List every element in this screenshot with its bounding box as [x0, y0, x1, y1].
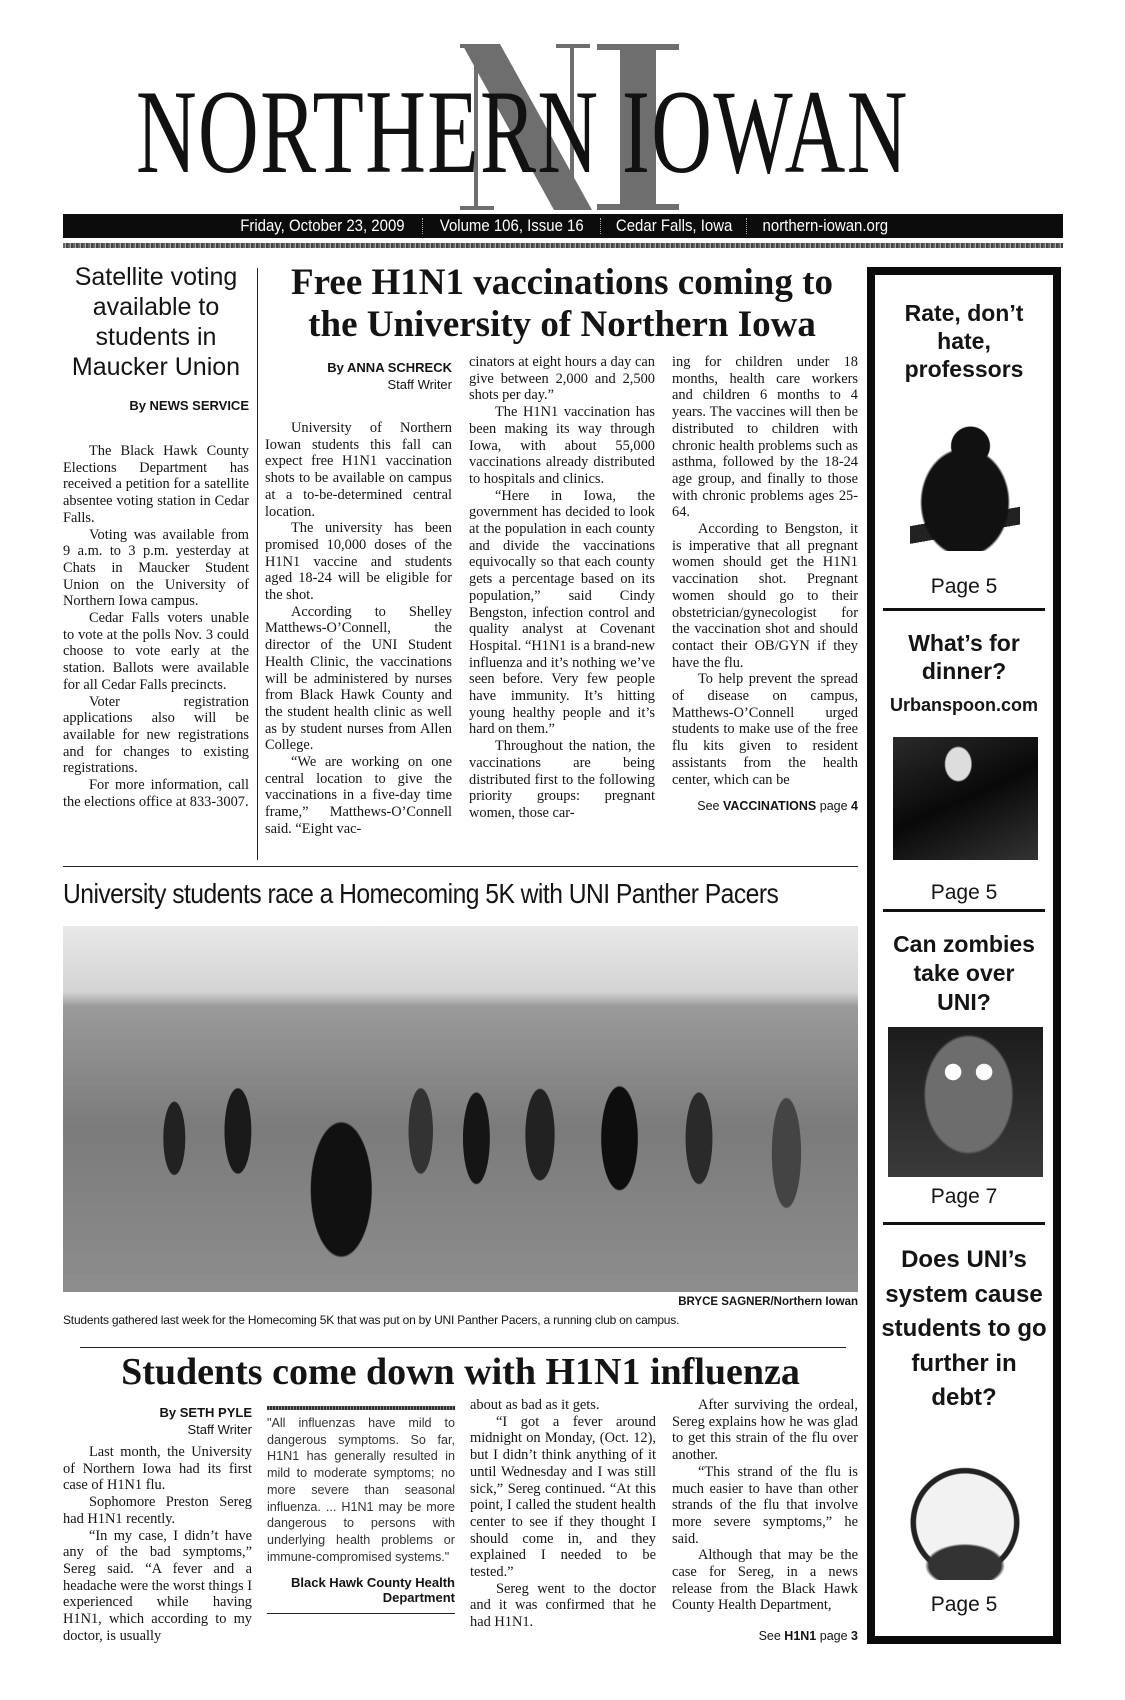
- separator: [422, 218, 424, 234]
- website-link[interactable]: northern-iowan.org: [762, 216, 889, 235]
- paragraph: Voter registration applications also will be available for new registrations and for changes to existing registrations.: [63, 693, 249, 777]
- teaser-headline-debt[interactable]: Does UNI’s system cause students to go further in debt?: [881, 1246, 1047, 1411]
- paragraph: Throughout the nation, the vaccinations are being distributed first to the following priority groups: pregnant women, those car-: [469, 738, 655, 821]
- teaser-page-debt[interactable]: Page 5: [930, 1593, 998, 1616]
- paragraph: Although that may be the case for Sereg, in a news release from the Black Hawk County Health Department,: [672, 1547, 858, 1614]
- teaser-headline-dinner[interactable]: What’s for dinner?: [908, 630, 1020, 684]
- teaser-page-zombies[interactable]: Page 7: [930, 1185, 998, 1208]
- vaccine-headline[interactable]: Free H1N1 vaccinations coming to the University of Northern Iowa: [291, 262, 833, 345]
- paragraph: “We are working on one central location to give the vaccinations in a five-day time frame,” Matthews-O’Connell said. “Eight vac-: [265, 754, 452, 837]
- flu-column-3: [470, 1397, 656, 1631]
- teaser-subhead-urbanspoon[interactable]: Urbanspoon.com: [889, 695, 1038, 715]
- quote-top-bar: [267, 1406, 455, 1410]
- paragraph: Voting was available from 9 a.m. to 3 p.m. yesterday at Chats in Maucker Student Union on the University of Northern Iowa campus.: [63, 526, 249, 610]
- flu-column-1: [63, 1444, 252, 1644]
- flu-headline[interactable]: Students come down with H1N1 influenza: [121, 1351, 800, 1393]
- jump-page: 4: [851, 799, 858, 814]
- photo-caption: Students gathered last week for the Homecoming 5K that was put on by UNI Panther Pacers, a running club on campus.: [63, 1313, 680, 1327]
- section-divider: [80, 1347, 846, 1348]
- column-divider: [257, 268, 258, 860]
- race-photo: [63, 926, 858, 1292]
- vaccine-column-3: [672, 354, 858, 815]
- pull-quote: "All influenzas have mild to dangerous symptoms. So far, H1N1 has generally resulted in mild to moderate symptoms; no more severe than seasonal influenza. ... H1N1 may be more dangerous to persons with underlying health problems or immune-compromised systems.": [267, 1416, 455, 1564]
- satellite-body: [63, 443, 249, 810]
- satellite-block: [63, 262, 249, 810]
- pull-quote-box: [267, 1406, 455, 1614]
- flu-byline: By SETH PYLE: [159, 1405, 252, 1420]
- paragraph: For more information, call the elections office at 833-3007.: [63, 777, 249, 810]
- vaccine-role: Staff Writer: [387, 377, 452, 392]
- teaser-divider: [883, 1222, 1045, 1225]
- photo-headline[interactable]: University students race a Homecoming 5K with UNI Panther Pacers: [63, 878, 779, 909]
- paragraph: about as bad as it gets.: [470, 1397, 600, 1413]
- paragraph: The university has been promised 10,000 doses of the H1N1 vaccine and students aged 18-24 will be eligible for the shot.: [265, 520, 452, 604]
- jump-see: See: [758, 1629, 781, 1644]
- satellite-headline[interactable]: Satellite voting available to students in Maucker Union: [71, 263, 241, 381]
- professor-illustration: [910, 423, 1020, 551]
- paragraph: cinators at eight hours a day can give between 2,000 and 2,500 shots per day.”: [469, 354, 655, 404]
- quote-bottom-rule: [267, 1613, 455, 1614]
- issue-location: Cedar Falls, Iowa: [615, 216, 733, 235]
- teaser-sidebar: [867, 267, 1061, 1644]
- paragraph: Cedar Falls voters unable to vote at the polls Nov. 3 could choose to vote early at the station. Ballots were available for all Cedar Falls precincts.: [63, 610, 249, 693]
- paragraph: After surviving the ordeal, Sereg explains how he was glad to get this strain of the flu over another.: [672, 1397, 858, 1464]
- flu-role: Staff Writer: [187, 1422, 252, 1437]
- photo-headline-box: [63, 876, 858, 914]
- paragraph: “I got a fever around midnight on Monday, (Oct. 12), but I didn’t think anything of it until Wednesday and I was still sick,” Sereg continued. “At this point, I called the student health center to see if they thought I should come in, and they explained I needed to be tested.”: [470, 1413, 656, 1581]
- separator: [600, 218, 602, 234]
- paragraph: Sophomore Preston Sereg had H1N1 recently.: [63, 1494, 252, 1527]
- jump-page-word: page: [819, 1629, 848, 1644]
- teaser-headline-zombies[interactable]: Can zombies take over UNI?: [893, 931, 1035, 1015]
- flu-column-4: [672, 1397, 858, 1645]
- paragraph: According to Bengston, it is imperative that all pregnant women should get the H1N1 vaccination shot. Pregnant women should go to their obstetrician/gynecologist for the vaccination shot and should contact their OB/GYN if they have the flu.: [672, 521, 858, 671]
- paragraph: To help prevent the spread of disease on campus, Matthews-O’Connell urged students to make use of the free flu kits given to resident assistants from the health center, which can be: [672, 671, 858, 788]
- dinner-photo: [893, 737, 1038, 860]
- paragraph: Last month, the University of Northern Iowa had its first case of H1N1 flu.: [63, 1444, 252, 1494]
- issue-volume: Volume 106, Issue 16: [439, 216, 584, 235]
- vaccine-column-1: [265, 420, 452, 838]
- paragraph: The Black Hawk County Elections Department has received a petition for a satellite absentee voting station in Cedar Falls.: [63, 443, 249, 526]
- vaccine-column-2: [469, 354, 655, 822]
- jump-see: See: [697, 799, 720, 814]
- vaccine-jump-link[interactable]: [672, 798, 858, 815]
- coin-portrait-illustration: [905, 1460, 1025, 1580]
- jump-page-word: page: [819, 799, 848, 814]
- satellite-byline: By NEWS SERVICE: [129, 398, 249, 413]
- pull-quote-source: Black Hawk County Health Department: [291, 1575, 455, 1606]
- separator: [746, 218, 748, 234]
- paragraph: The H1N1 vaccination has been making its way through Iowa, with about 55,000 vaccinations already distributed to hospitals and clinics.: [469, 404, 655, 487]
- paragraph: University of Northern Iowan students this fall can expect free H1N1 vaccination shots to be available on campus at a to-be-determined central location.: [265, 420, 452, 520]
- masthead-title: NORTHERN IOWAN: [136, 65, 909, 198]
- issue-date: Friday, October 23, 2009: [240, 216, 405, 235]
- teaser-divider: [883, 608, 1045, 611]
- photo-credit: BRYCE SAGNER/Northern Iowan: [678, 1296, 858, 1308]
- paragraph: According to Shelley Matthews-O’Connell, the director of the UNI Student Health Clinic, the vaccinations will be administered by nurses from Black Hawk County and the student health clinic as well as by student nurses from Allen College.: [265, 603, 452, 754]
- paragraph: “This strand of the flu is much easier to have than other strands of the flu that involve more severe symptoms,” he said.: [672, 1463, 858, 1547]
- paragraph: “Here in Iowa, the government has decided to look at the population in each county and divide the vaccinations equivocally so that each county gets a percentage based on its population,” said Cindy Bengston, infection control and quality analyst at Covenant Hospital. “H1N1 is a brand-new influenza and it’s nothing we’ve seen before. Very few people have immunity. It’s hitting young healthy people and it’s hard on them.”: [469, 487, 655, 738]
- paragraph: “In my case, I didn’t have any of the bad symptoms,” Sereg said. “A fever and a headache were the worst things I experienced while having H1N1, which according to my doctor, is usually: [63, 1527, 253, 1644]
- flu-jump-link[interactable]: [672, 1628, 858, 1645]
- section-divider: [63, 866, 858, 867]
- teaser-page-professors[interactable]: Page 5: [930, 575, 998, 598]
- teaser-headline-professors[interactable]: Rate, don’t hate, professors: [904, 300, 1024, 382]
- teaser-page-dinner[interactable]: Page 5: [930, 881, 998, 904]
- jump-section: VACCINATIONS: [722, 799, 817, 814]
- paragraph: Sereg went to the doctor and it was confirmed that he had H1N1.: [470, 1580, 656, 1631]
- jump-section: H1N1: [784, 1629, 817, 1644]
- zombie-illustration: [888, 1027, 1043, 1177]
- paragraph: ing for children under 18 months, health care workers and children 6 months to 4 years. The vaccines will then be distributed to children with chronic health problems such as asthma, followed by the 18-24 age group, and finally to those with chronic problems ages 25-64.: [672, 354, 858, 521]
- vaccine-byline: By ANNA SCHRECK: [327, 360, 452, 375]
- masthead-date-bar: [63, 214, 1063, 238]
- teaser-divider: [883, 909, 1045, 912]
- masthead-divider: [63, 243, 1063, 248]
- jump-page: 3: [851, 1629, 858, 1644]
